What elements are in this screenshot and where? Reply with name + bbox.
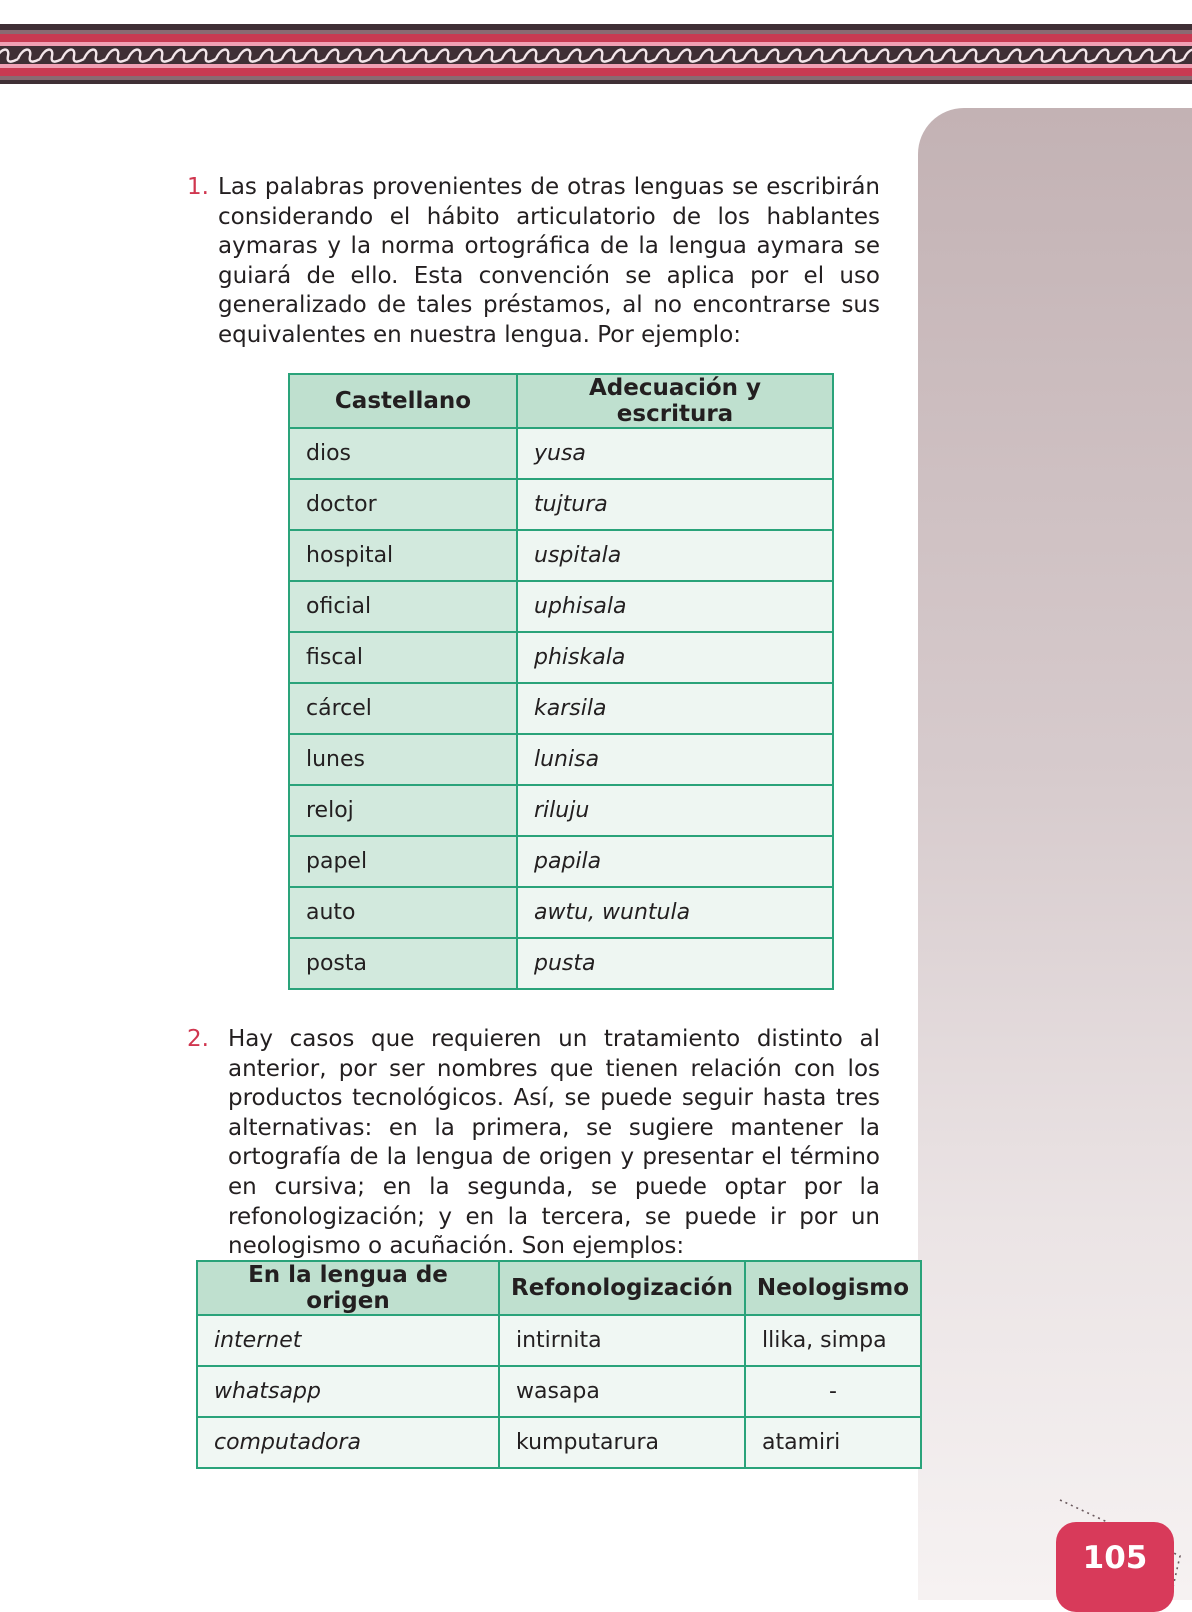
cell-adecuacion: pusta <box>517 938 833 989</box>
cell-castellano: cárcel <box>289 683 517 734</box>
table-row <box>197 1417 921 1468</box>
table-row <box>289 428 833 479</box>
cell-castellano: oficial <box>289 581 517 632</box>
cell-adecuacion: phiskala <box>517 632 833 683</box>
cell-castellano: auto <box>289 887 517 938</box>
header-adecuacion: Adecuación y escritura <box>517 374 833 428</box>
cell-refonologizacion: kumputarura <box>499 1417 745 1468</box>
cell-adecuacion: yusa <box>517 428 833 479</box>
cell-lengua-origen: internet <box>197 1315 499 1366</box>
cell-castellano: reloj <box>289 785 517 836</box>
cell-castellano: hospital <box>289 530 517 581</box>
table-row <box>289 683 833 734</box>
cell-neologismo: - <box>745 1366 921 1417</box>
cell-adecuacion: papila <box>517 836 833 887</box>
table-row <box>289 581 833 632</box>
cell-adecuacion: riluju <box>517 785 833 836</box>
page-number: 105 <box>1082 1540 1148 1576</box>
cell-adecuacion: lunisa <box>517 734 833 785</box>
technology-terms-table <box>196 1260 922 1469</box>
cell-refonologizacion: intirnita <box>499 1315 745 1366</box>
header-neologismo: Neologismo <box>745 1261 921 1315</box>
cell-castellano: dios <box>289 428 517 479</box>
table-row <box>289 734 833 785</box>
decorative-top-band <box>0 24 1192 84</box>
cell-castellano: posta <box>289 938 517 989</box>
cell-adecuacion: karsila <box>517 683 833 734</box>
table-row <box>197 1315 921 1366</box>
header-refonologizacion: Refonologización <box>499 1261 745 1315</box>
table-row <box>289 530 833 581</box>
section-2-paragraph <box>187 1025 880 1262</box>
header-castellano: Castellano <box>289 374 517 428</box>
cell-adecuacion: uphisala <box>517 581 833 632</box>
section-1-paragraph <box>187 173 880 351</box>
cell-refonologizacion: wasapa <box>499 1366 745 1417</box>
table-header-row <box>197 1261 921 1315</box>
cell-castellano: doctor <box>289 479 517 530</box>
section-1-text: Las palabras provenientes de otras lenguas se escribirán considerando el hábito articulatorio de los hablantes aymaras y la norma ortográfica de la lengua aymara se guiará de ello. Esta convención se aplica por el uso generalizado de tales préstamos, al no encontrarse sus equivalentes en nuestra lengua. Por ejemplo: <box>218 174 880 348</box>
cell-neologismo: llika, simpa <box>745 1315 921 1366</box>
cell-lengua-origen: computadora <box>197 1417 499 1468</box>
header-lengua-origen: En la lengua de origen <box>197 1261 499 1315</box>
cell-neologismo: atamiri <box>745 1417 921 1468</box>
cell-adecuacion: awtu, wuntula <box>517 887 833 938</box>
table-row <box>289 479 833 530</box>
cell-castellano: papel <box>289 836 517 887</box>
table-header-row <box>289 374 833 428</box>
table-row <box>197 1366 921 1417</box>
cell-castellano: fiscal <box>289 632 517 683</box>
table-row <box>289 632 833 683</box>
section-1-number: 1. <box>187 174 209 200</box>
table-row <box>289 836 833 887</box>
section-2-text: Hay casos que requieren un tratamiento distinto al anterior, por ser nombres que tienen relación con los productos tecnológicos. Así, se puede seguir hasta tres alternativas: en la primera, se sugiere mantener la ortografía de la lengua de origen y presentar el término en cursiva; en la segunda, se puede optar por la refonologización; y en la tercera, se puede ir por un neologismo o acuñación. Son ejemplos: <box>228 1026 880 1260</box>
section-2-number: 2. <box>187 1026 209 1052</box>
cell-castellano: lunes <box>289 734 517 785</box>
table-row <box>289 938 833 989</box>
table-row <box>289 887 833 938</box>
cell-adecuacion: uspitala <box>517 530 833 581</box>
cell-lengua-origen: whatsapp <box>197 1366 499 1417</box>
side-decorative-panel <box>918 108 1192 1600</box>
table-row <box>289 785 833 836</box>
loanword-table <box>288 373 834 990</box>
cell-adecuacion: tujtura <box>517 479 833 530</box>
